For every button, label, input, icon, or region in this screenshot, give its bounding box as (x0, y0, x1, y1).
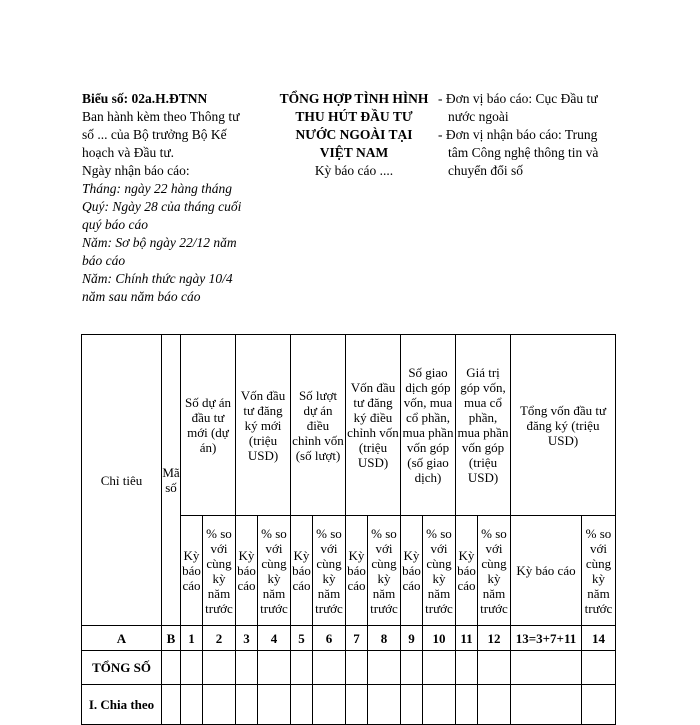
issued-by-line-3: hoạch và Đầu tư. (82, 145, 175, 160)
issued-by-line-1: Ban hành kèm theo Thông tư (82, 109, 240, 124)
report-title-line-3: NƯỚC NGOÀI TẠI (295, 127, 413, 142)
form-info-block (82, 90, 264, 306)
group-adjusted-capital: Vốn đầu tư đăng ký điều chỉnh vốn (triệu USD) (346, 335, 401, 516)
form-number: Biểu số: 02a.H.ĐTNN (82, 91, 208, 106)
sub-compare: % so với cùng kỳ năm trước (368, 516, 401, 626)
group-new-capital: Vốn đầu tư đăng ký mới (triệu USD) (236, 335, 291, 516)
code-cell: 7 (346, 626, 368, 651)
code-cell: 4 (258, 626, 291, 651)
table-row (82, 651, 616, 685)
sub-period: Kỳ báo cáo (291, 516, 313, 626)
schedule-yearly-prelim-cont: báo cáo (82, 253, 126, 268)
schedule-quarterly: Quý: Ngày 28 của tháng cuối (82, 199, 242, 214)
group-adjusted-projects: Số lượt dự án điều chỉnh vốn (số lượt) (291, 335, 346, 516)
report-period: Kỳ báo cáo .... (314, 163, 394, 178)
code-cell: 12 (478, 626, 511, 651)
code-cell: 1 (181, 626, 203, 651)
report-title-block (270, 90, 438, 180)
sub-compare: % so với cùng kỳ năm trước (203, 516, 236, 626)
reporting-unit-line-1: - Đơn vị báo cáo: Cục Đầu tư (438, 91, 598, 106)
sub-compare: % so với cùng kỳ năm trước (582, 516, 616, 626)
col-indicator-header: Chỉ tiêu (82, 335, 162, 626)
schedule-yearly-official: Năm: Chính thức ngày 10/4 (82, 271, 233, 286)
code-cell: 11 (456, 626, 478, 651)
code-cell: 3 (236, 626, 258, 651)
code-cell: B (162, 626, 181, 651)
sub-period: Kỳ báo cáo (456, 516, 478, 626)
row-breakdown-label: I. Chia theo (82, 685, 162, 725)
code-cell: 14 (582, 626, 616, 651)
code-cell: 5 (291, 626, 313, 651)
report-title-line-4: VIỆT NAM (319, 145, 389, 160)
schedule-monthly: Tháng: ngày 22 hàng tháng (82, 181, 232, 196)
column-code-row (82, 626, 616, 651)
group-share-value: Giá trị góp vốn, mua cổ phần, mua phần vốn góp (triệu USD) (456, 335, 511, 516)
code-cell: 13=3+7+11 (511, 626, 582, 651)
sub-compare: % so với cùng kỳ năm trước (258, 516, 291, 626)
sub-period: Kỳ báo cáo (236, 516, 258, 626)
investment-summary-table (81, 334, 616, 725)
reporting-unit-line-2: nước ngoài (448, 109, 509, 124)
report-title-line-1: TỔNG HỢP TÌNH HÌNH (279, 91, 429, 106)
col-code-header: Mã số (162, 335, 181, 626)
receiving-unit-line-1: - Đơn vị nhận báo cáo: Trung (438, 127, 598, 142)
sub-period: Kỳ báo cáo (511, 516, 582, 626)
code-cell: 8 (368, 626, 401, 651)
report-title-line-2: THU HÚT ĐẦU TƯ (295, 109, 413, 124)
sub-period: Kỳ báo cáo (181, 516, 203, 626)
code-cell: 9 (401, 626, 423, 651)
header-row-groups (82, 335, 616, 516)
group-total-capital: Tổng vốn đầu tư đăng ký (triệu USD) (511, 335, 616, 516)
schedule-quarterly-cont: quý báo cáo (82, 217, 148, 232)
receiving-unit-line-2: tâm Công nghệ thông tin và (448, 145, 599, 160)
group-new-projects: Số dự án đầu tư mới (dự án) (181, 335, 236, 516)
code-cell: 2 (203, 626, 236, 651)
code-cell: 10 (423, 626, 456, 651)
code-cell: 6 (313, 626, 346, 651)
table-row (82, 685, 616, 725)
sub-compare: % so với cùng kỳ năm trước (478, 516, 511, 626)
code-cell: A (82, 626, 162, 651)
schedule-yearly-official-cont: năm sau năm báo cáo (82, 289, 201, 304)
issued-by-line-2: số ... của Bộ trưởng Bộ Kế (82, 127, 227, 142)
receipt-date-label: Ngày nhận báo cáo: (82, 163, 190, 178)
row-total-label: TỔNG SỐ (82, 651, 162, 685)
schedule-yearly-prelim: Năm: Sơ bộ ngày 22/12 năm (82, 235, 237, 250)
receiving-unit-line-3: chuyển đổi số (448, 163, 523, 178)
sub-compare: % so với cùng kỳ năm trước (423, 516, 456, 626)
units-block (438, 90, 628, 180)
sub-compare: % so với cùng kỳ năm trước (313, 516, 346, 626)
sub-period: Kỳ báo cáo (401, 516, 423, 626)
sub-period: Kỳ báo cáo (346, 516, 368, 626)
group-share-transactions: Số giao dịch góp vốn, mua cổ phần, mua phần vốn góp (số giao dịch) (401, 335, 456, 516)
